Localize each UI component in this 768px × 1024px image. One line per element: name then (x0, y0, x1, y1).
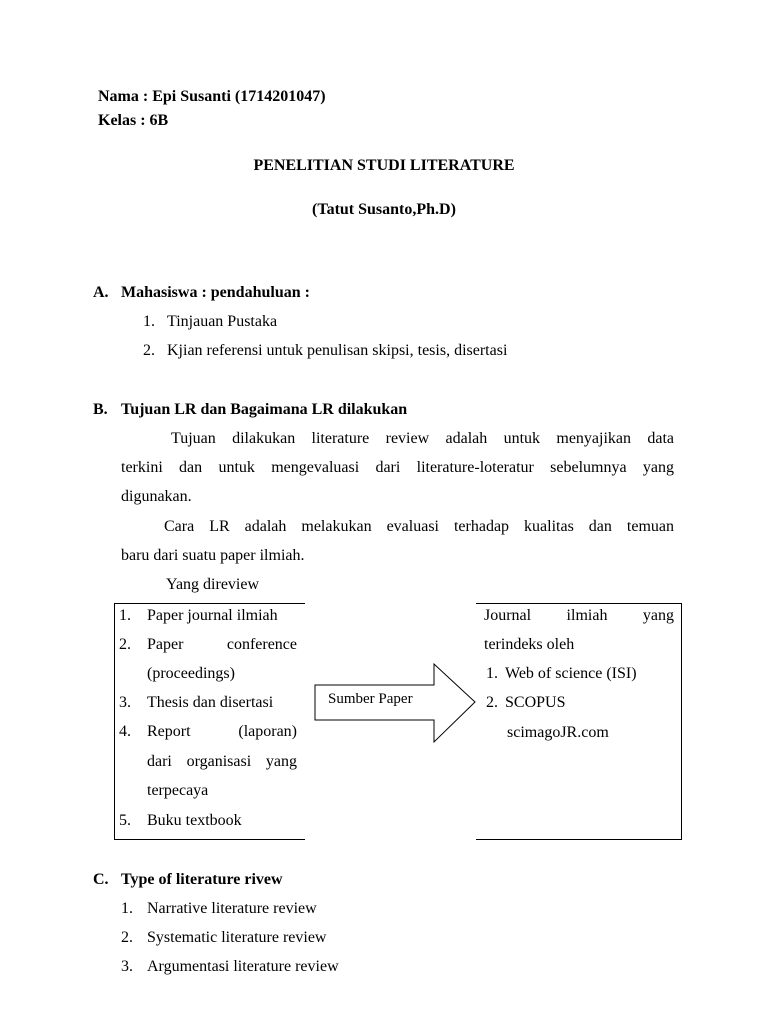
section-c-item: Systematic literature review (147, 929, 327, 946)
left-box-item-number: 5. (119, 812, 131, 829)
right-box-right-border (681, 603, 682, 840)
section-a-item: Tinjauan Pustaka (167, 313, 278, 330)
right-box-intro: terindeks oleh (484, 636, 575, 653)
right-box-item: Web of science (ISI) (505, 665, 637, 682)
student-class: Kelas : 6B (98, 112, 169, 129)
section-c-item: Narrative literature review (147, 900, 317, 917)
left-box-item: Report (laporan) (147, 723, 297, 740)
arrow-label: Sumber Paper (328, 691, 413, 707)
section-a-item: Kjian referensi untuk penulisan skipsi, tesis, disertasi (167, 342, 508, 359)
section-b-heading: Tujuan LR dan Bagaimana LR dilakukan (121, 401, 408, 418)
left-box-item: Paper conference (147, 636, 297, 653)
right-box-item-number: 2. (486, 694, 498, 711)
left-box-item: Thesis dan disertasi (147, 694, 274, 711)
section-a-marker: A. (93, 284, 109, 301)
section-c-marker: C. (93, 871, 109, 888)
student-name: Nama : Epi Susanti (1714201047) (98, 88, 326, 105)
reviewed-label: Yang direview (166, 576, 260, 593)
right-box-intro: Journal ilmiah yang (484, 607, 674, 624)
section-c-heading: Type of literature rivew (121, 871, 283, 888)
section-b-marker: B. (93, 401, 108, 418)
left-box-item-cont: (proceedings) (147, 665, 235, 682)
page-subtitle: (Tatut Susanto,Ph.D) (312, 201, 456, 218)
right-box-item: SCOPUS (505, 694, 566, 711)
left-box-item: Buku textbook (147, 812, 242, 829)
section-c-item-number: 3. (121, 958, 133, 975)
paragraph-line: Tujuan dilakukan literature review adalah untuk menyajikan data (171, 430, 674, 447)
left-box-item-cont: dari organisasi yang (147, 753, 297, 770)
left-box-item: Paper journal ilmiah (147, 607, 278, 624)
section-a-heading: Mahasiswa : pendahuluan : (121, 284, 310, 301)
left-box-top-border (114, 603, 305, 604)
paragraph-line: digunakan. (121, 488, 192, 505)
paragraph-line: terkini dan untuk mengevaluasi dari literature-loteratur sebelumnya yang (121, 459, 674, 476)
paragraph-line: Cara LR adalah melakukan evaluasi terhadap kualitas dan temuan (164, 518, 674, 535)
section-c-item-number: 2. (121, 929, 133, 946)
right-box-item-number: 1. (486, 665, 498, 682)
left-box-left-border (114, 603, 115, 840)
left-box-item-cont: terpecaya (147, 782, 209, 799)
section-a-item-number: 1. (143, 313, 155, 330)
page-title: PENELITIAN STUDI LITERATURE (253, 157, 515, 174)
section-c-item: Argumentasi literature review (147, 958, 339, 975)
left-box-bottom-border (114, 839, 305, 840)
paragraph-line: baru dari suatu paper ilmiah. (121, 547, 305, 564)
left-box-item-number: 3. (119, 694, 131, 711)
section-c-item-number: 1. (121, 900, 133, 917)
right-box-extra: scimagoJR.com (507, 724, 609, 741)
left-box-item-number: 1. (119, 607, 131, 624)
right-box-top-border (476, 603, 682, 604)
left-box-item-number: 2. (119, 636, 131, 653)
left-box-item-number: 4. (119, 723, 131, 740)
right-box-bottom-border (476, 839, 682, 840)
section-a-item-number: 2. (143, 342, 155, 359)
